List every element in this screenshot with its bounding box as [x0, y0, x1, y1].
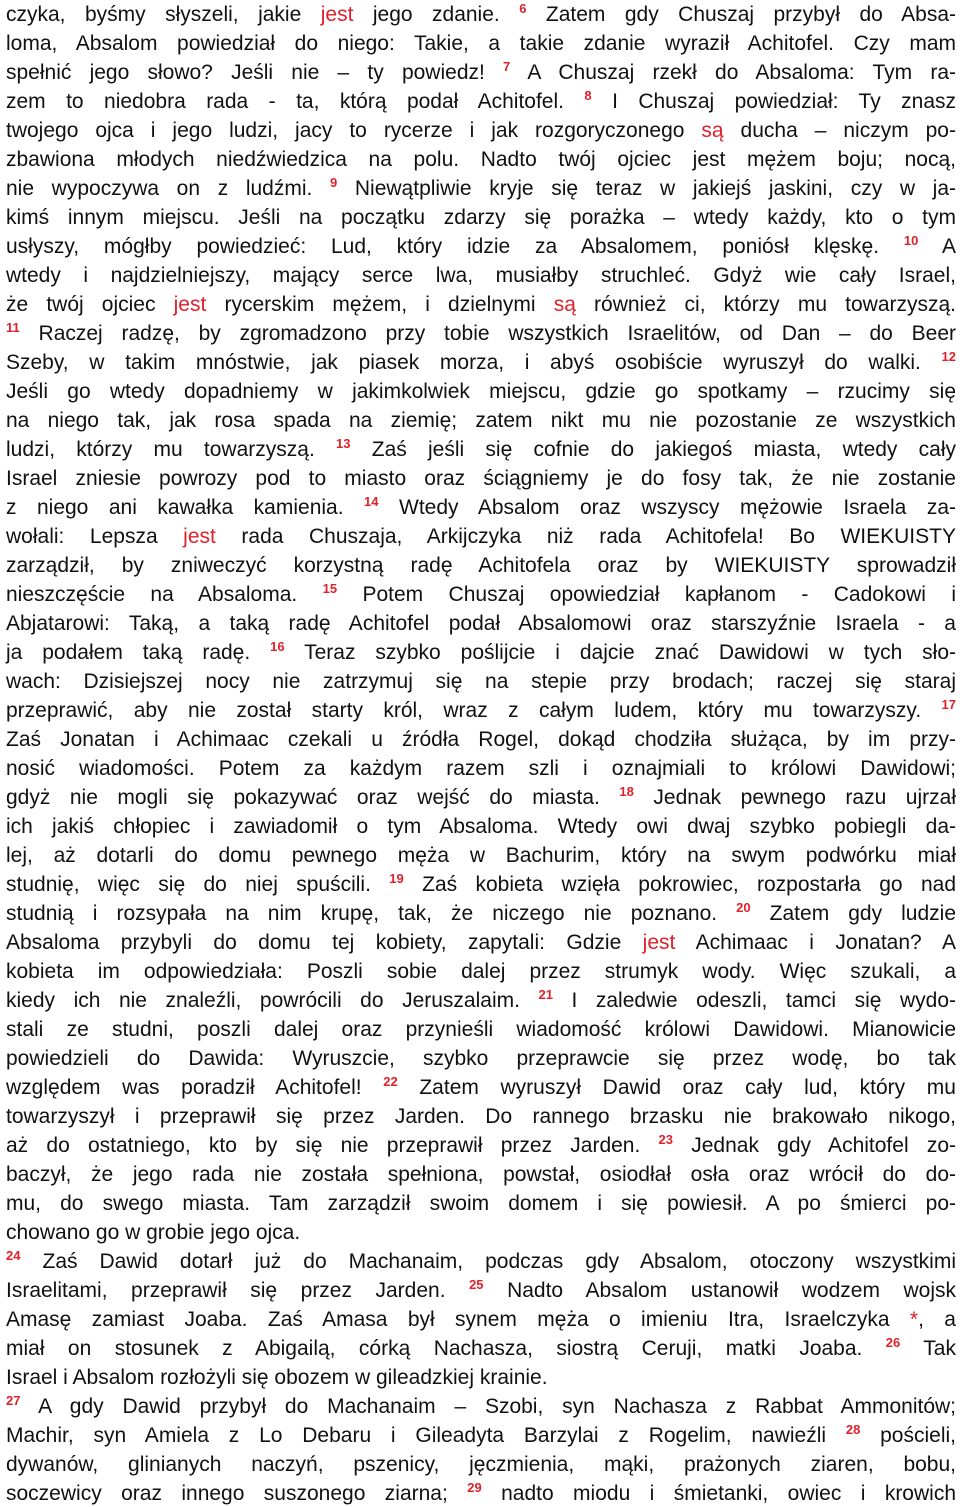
text-run: Zaś Jonatan i Achimaac czekali u źródła Rogel, dokąd chodziła służąca, by im przy- — [6, 728, 956, 751]
text-run: Zaś jeśli się cofnie do jakiegoś miasta, wtedy cały — [350, 438, 957, 461]
text-line — [6, 1131, 956, 1160]
highlighted-word: są — [553, 293, 576, 316]
text-line — [6, 406, 956, 435]
text-line — [6, 1334, 956, 1363]
text-run: kimś innym miejscu. Jeśli na początku zdarzy się porażka – wtedy każdy, kto o tym — [6, 206, 956, 229]
text-run: z niego ani kawałka kamienia. — [6, 496, 365, 519]
text-run: wołali: Lepsza — [6, 525, 184, 548]
text-line — [6, 1276, 956, 1305]
text-run: Machir, syn Amiela z Lo Debaru i Gileadyta Barzylai z Rogelim, nawieźli — [6, 1424, 846, 1447]
text-run: Zatem gdy ludzie — [750, 902, 956, 925]
verse-number: 22 — [383, 1074, 398, 1089]
text-run: A — [918, 235, 957, 258]
highlighted-word: jest — [320, 3, 354, 26]
text-run: Absaloma przybyli do domu tej kobiety, zapytali: Gdzie — [6, 931, 643, 954]
verse-number: 15 — [322, 581, 338, 596]
text-line — [6, 0, 956, 29]
text-run: Teraz szybko poślijcie i dajcie znać Dawidowi w tych sło- — [284, 641, 956, 664]
text-run: przeprawić, aby nie został starty król, wraz z całym ludem, który mu towarzyszy. — [6, 699, 942, 722]
text-run: ludzi, którzy mu towarzyszą. — [6, 438, 337, 461]
text-run: Jednak pewnego razu ujrzał — [633, 786, 956, 809]
text-line — [6, 1247, 956, 1276]
text-line — [6, 1160, 956, 1189]
text-line — [6, 203, 956, 232]
verse-number: 17 — [941, 697, 956, 712]
verse-number: 25 — [469, 1277, 484, 1292]
text-run: stali ze studni, poszli dalej oraz przynieśli wiadomość królowi Dawidowi. Mianowicie — [6, 1018, 956, 1041]
verse-number: 13 — [336, 436, 351, 451]
text-line — [6, 1421, 956, 1450]
text-run: usłyszy, mógłby powiedzieć: Lud, który idzie za Absalomem, poniósł klęskę. — [6, 235, 904, 258]
text-line — [6, 580, 956, 609]
text-run: nadto miodu i śmietanki, owiec i krowich — [481, 1482, 956, 1505]
text-run: kiedy ich nie znaleźli, powrócili do Jeruszalaim. — [6, 989, 539, 1012]
text-line — [6, 261, 956, 290]
text-run: soczewicy oraz innego suszonego ziarna; — [6, 1482, 468, 1505]
text-line — [6, 928, 956, 957]
text-run: I Chuszaj powiedział: Ty znasz — [591, 90, 957, 113]
verse-number: 7 — [503, 59, 511, 74]
text-run: Wtedy Absalom oraz wszyscy mężowie Israela za- — [378, 496, 956, 519]
text-run: A Chuszaj rzekł do Absaloma: Tym ra- — [510, 61, 957, 84]
text-run: również ci, którzy mu towarzyszą. — [575, 293, 956, 316]
text-run: ducha – niczym po- — [723, 119, 956, 142]
verse-number: 20 — [736, 900, 751, 915]
text-line — [6, 493, 956, 522]
verse-number: 6 — [519, 1, 527, 16]
verse-number: 18 — [619, 784, 634, 799]
text-line — [6, 1363, 956, 1392]
text-line — [6, 551, 956, 580]
text-run: spełnić jego słowo? Jeśli nie – ty powiedz! — [6, 61, 504, 84]
text-line — [6, 29, 956, 58]
highlighted-word: jest — [183, 525, 216, 548]
text-run: loma, Absalom powiedział do niego: Takie, a takie zdanie wyraził Achitofel. Czy mam — [6, 32, 956, 55]
text-line — [6, 899, 956, 928]
text-line — [6, 754, 956, 783]
verse-number: 8 — [584, 88, 592, 103]
text-line — [6, 464, 956, 493]
text-line — [6, 1073, 956, 1102]
text-run: ich jakiś chłopiec i zawiadomił o tym Absaloma. Wtedy owi dwaj szybko pobiegli da- — [6, 815, 956, 838]
text-run: aż do ostatniego, kto by się nie przeprawił przez Jarden. — [6, 1134, 659, 1157]
text-run: Achimaac i Jonatan? A — [675, 931, 956, 954]
text-line — [6, 145, 956, 174]
text-line — [6, 1305, 956, 1334]
verse-number: 11 — [6, 320, 20, 335]
text-run: baczył, że jego rada nie została spełniona, powstał, osiodłał osła oraz wrócił do do- — [6, 1163, 956, 1186]
verse-number: 27 — [6, 1393, 21, 1408]
verse-number: 14 — [364, 494, 379, 509]
text-run: nie wypoczywa on z ludźmi. — [6, 177, 330, 200]
text-run: Niewątpliwie kryje się teraz w jakiejś jaskini, czy w ja- — [337, 177, 956, 200]
text-run: Potem Chuszaj opowiedział kapłanom - Cadokowi i — [337, 583, 956, 606]
text-run: zem to niedobra rada - ta, którą podał Achitofel. — [6, 90, 585, 113]
text-run: studnię, więc się do niej spuścili. — [6, 873, 390, 896]
text-run: na niego tak, jak rosa spada na ziemię; zatem nikt mu nie pozostanie ze wszystkich — [6, 409, 956, 432]
verse-number: 28 — [845, 1422, 861, 1437]
text-line — [6, 667, 956, 696]
highlighted-word: są — [701, 119, 724, 142]
text-line — [6, 725, 956, 754]
text-run: wtedy i najdzielniejszy, mający serce lwa, musiałby struchleć. Gdyż wie cały Israel, — [6, 264, 956, 287]
text-line — [6, 841, 956, 870]
verse-number: 29 — [467, 1480, 482, 1495]
text-run: Zaś Dawid dotarł już do Machanaim, podczas gdy Absalom, otoczony wszystkimi — [20, 1250, 956, 1273]
text-run: kobieta im odpowiedziała: Poszli sobie dalej przez strumyk wody. Więc szukali, a — [6, 960, 956, 983]
verse-number: 21 — [538, 987, 553, 1002]
text-run: ja podałem taką radę. — [6, 641, 271, 664]
text-run: Raczej radzę, by zgromadzono przy tobie wszystkich Israelitów, od Dan – do Beer — [19, 322, 956, 345]
text-run: Israelitami, przeprawił się przez Jarden. — [6, 1279, 470, 1302]
text-line — [6, 1479, 956, 1507]
text-line — [6, 1450, 956, 1479]
text-run: rycerskim mężem, i dzielnymi — [206, 293, 554, 316]
text-run: miał on stosunek z Abigailą, córką Nachasza, siostrą Ceruji, matki Joaba. — [6, 1337, 886, 1360]
text-run: zarządził, by zniweczyć korzystną radę Achitofela oraz by WIEKUISTY sprowadził — [6, 554, 956, 577]
text-run: zbawiona młodych niedźwiedzica na polu. Nadto twój ojciec jest mężem boju; nocą, — [6, 148, 956, 171]
text-run: Tak — [900, 1337, 956, 1360]
highlighted-word: jest — [173, 293, 207, 316]
text-run: Jednak gdy Achitofel zo- — [673, 1134, 956, 1157]
text-run: A gdy Dawid przybył do Machanaim – Szobi, syn Nachasza z Rabbat Ammonitów; — [20, 1395, 956, 1418]
text-line — [6, 377, 956, 406]
text-run: Amasę zamiast Joaba. Zaś Amasa był synem męża o imieniu Itra, Israelczyka — [6, 1308, 910, 1331]
verse-number: 19 — [389, 871, 404, 886]
document-body — [6, 0, 956, 1507]
text-line — [6, 1102, 956, 1131]
text-line — [6, 87, 956, 116]
text-run: mu, do swego miasta. Tam zarządził swoim domem i się powiesił. A po śmierci po- — [6, 1192, 956, 1215]
text-run: studnią i rozsypała na nim krupę, tak, że niczego nie poznano. — [6, 902, 737, 925]
text-run: Nadto Absalom ustanowił wodzem wojsk — [483, 1279, 956, 1302]
text-line — [6, 348, 956, 377]
text-line — [6, 232, 956, 261]
text-line — [6, 116, 956, 145]
text-run: Israel i Absalom rozłożyli się obozem w gileadzkiej krainie. — [6, 1366, 548, 1389]
text-run: Abjatarowi: Taką, a taką radę Achitofel podał Absalomowi oraz starszyźnie Israela - a — [6, 612, 956, 635]
text-run: wach: Dzisiejszej nocy nie zatrzymuj się na stepie przy brodach; raczej się staraj — [6, 670, 956, 693]
verse-number: 26 — [885, 1335, 901, 1350]
text-run: , a — [918, 1308, 956, 1331]
text-run: pościeli, — [860, 1424, 956, 1447]
text-run: nosić wiadomości. Potem za każdym razem szli i oznajmiali to królowi Dawidowi; — [6, 757, 956, 780]
text-line — [6, 812, 956, 841]
text-run: I zaledwie odeszli, tamci się wydo- — [552, 989, 956, 1012]
text-run: twojego ojca i jego ludzi, jacy to rycerze i jak rozgoryczonego — [6, 119, 702, 142]
text-run: że twój ojciec — [6, 293, 174, 316]
text-line — [6, 290, 956, 319]
text-line — [6, 783, 956, 812]
highlighted-word: * — [909, 1308, 919, 1331]
text-run: Israel zniesie powrozy pod to miasto oraz ściągniemy je do fosy tak, że nie zostanie — [6, 467, 956, 490]
verse-number: 16 — [270, 639, 285, 654]
text-line — [6, 1015, 956, 1044]
text-line — [6, 638, 956, 667]
text-run: Szeby, w takim mnóstwie, jak piasek morza, i abyś osobiście wyruszył do walki. — [6, 351, 942, 374]
text-line — [6, 522, 956, 551]
verse-number: 10 — [903, 233, 919, 248]
text-run: chowano go w grobie jego ojca. — [6, 1221, 301, 1244]
text-run: dywanów, glinianych naczyń, pszenicy, jęczmienia, mąki, prażonych ziaren, bobu, — [6, 1453, 956, 1476]
text-line — [6, 957, 956, 986]
text-line — [6, 1189, 956, 1218]
text-run: nieszczęście na Absaloma. — [6, 583, 323, 606]
text-run: gdyż nie mogli się pokazywać oraz wejść do miasta. — [6, 786, 620, 809]
text-line — [6, 1392, 956, 1421]
text-run: rada Chuszaja, Arkijczyka niż rada Achitofela! Bo WIEKUISTY — [215, 525, 956, 548]
text-run: Zatem wyruszył Dawid oraz cały lud, który mu — [397, 1076, 956, 1099]
text-run: Zatem gdy Chuszaj przybył do Absa- — [526, 3, 956, 26]
text-line — [6, 435, 956, 464]
text-run: czyka, byśmy słyszeli, jakie — [6, 3, 321, 26]
text-run: lej, aż dotarli do domu pewnego męża w Bachurim, który na swym podwórku miał — [6, 844, 956, 867]
text-run: towarzyszył i przeprawił się przez Jarden. Do rannego brzasku nie brakowało nikogo, — [6, 1105, 956, 1128]
text-line — [6, 1218, 956, 1247]
text-line — [6, 870, 956, 899]
verse-number: 24 — [6, 1248, 21, 1263]
text-run: Zaś kobieta wzięła pokrowiec, rozpostarła go nad — [403, 873, 956, 896]
text-run: Jeśli go wtedy dopadniemy w jakimkolwiek miejscu, gdzie go spotkamy – rzucimy się — [6, 380, 956, 403]
text-line — [6, 174, 956, 203]
text-run: jego zdanie. — [353, 3, 520, 26]
text-line — [6, 1044, 956, 1073]
text-line — [6, 609, 956, 638]
text-line — [6, 986, 956, 1015]
text-run: względem was poradził Achitofel! — [6, 1076, 384, 1099]
verse-number: 12 — [941, 349, 956, 364]
verse-number: 9 — [330, 175, 338, 190]
verse-number: 23 — [658, 1132, 674, 1147]
text-run: powiedzieli do Dawida: Wyruszcie, szybko przeprawcie się przez wodę, bo tak — [6, 1047, 956, 1070]
text-line — [6, 58, 956, 87]
text-line — [6, 319, 956, 348]
highlighted-word: jest — [642, 931, 676, 954]
text-line — [6, 696, 956, 725]
